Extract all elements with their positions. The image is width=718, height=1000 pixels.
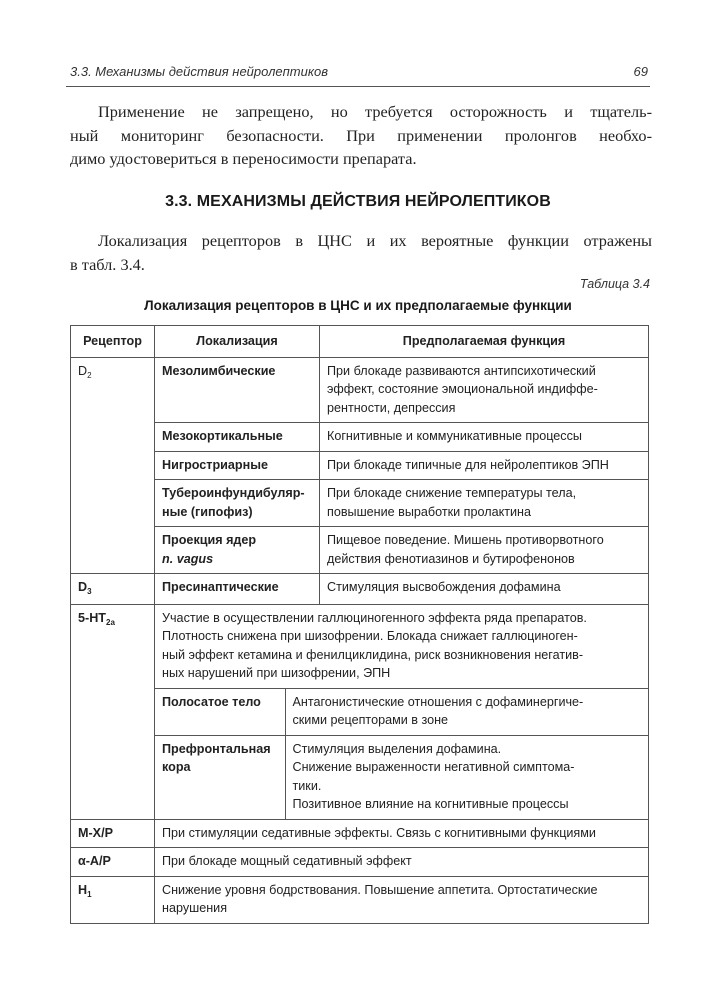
localization-cell: Полосатое тело — [155, 689, 285, 736]
text-line: димо удостовериться в переносимости препарата. — [70, 149, 417, 168]
localization-cell: Префронтальная кора — [155, 735, 285, 819]
header-function: Предполагаемая функция — [320, 326, 649, 358]
ht2a-general-text: Участие в осуществлении галлюциногенного эффекта ряда препаратов. Плотность снижена при шизофрении. Блокада снижает галлюциноген- ный эффект кетамина и фенилциклидина, риск возникновения негатив- ных нарушений при шизофрении, ЭПН — [155, 605, 648, 689]
section-heading: 3.3. МЕХАНИЗМЫ ДЕЙСТВИЯ НЕЙРОЛЕПТИКОВ — [165, 193, 551, 210]
table-caption: Локализация рецепторов в ЦНС и их предполагаемые функции — [144, 298, 572, 313]
table-row — [71, 819, 649, 848]
table-row — [71, 423, 649, 452]
localization-cell: Мезокортикальные — [155, 423, 320, 452]
receptor-cell-h1: $H_1$ — [71, 876, 155, 923]
function-cell: Когнитивные и коммуникативные процессы — [320, 423, 649, 452]
table-row — [71, 848, 649, 877]
function-cell: При стимуляции седативные эффекты. Связь с когнитивными функциями — [155, 819, 649, 848]
header-receptor: Рецептор — [71, 326, 155, 358]
localization-cell: Проекция ядер n. vagus — [155, 527, 320, 574]
receptor-table — [70, 325, 649, 924]
header-localization: Локализация — [155, 326, 320, 358]
lead-paragraph — [70, 229, 652, 276]
text-line: Локализация рецепторов в ЦНС и их вероятные функции отражены — [98, 231, 652, 250]
function-cell: При блокаде снижение температуры тела, повышение выработки пролактина — [320, 480, 649, 527]
function-cell: При блокаде развиваются антипсихотический эффект, состояние эмоциональной индиффе- рентности, депрессия — [320, 357, 649, 423]
table-row — [71, 604, 649, 819]
localization-cell: Тубероинфундибуляр- ные (гипофиз) — [155, 480, 320, 527]
intro-paragraph — [70, 100, 652, 171]
text-line: Применение не запрещено, но требуется осторожность и тщатель- — [98, 102, 652, 121]
function-cell: При блокаде типичные для нейролептиков ЭПН — [320, 451, 649, 480]
table-row — [155, 689, 648, 736]
table-row — [71, 527, 649, 574]
running-head — [66, 64, 650, 84]
table-row — [71, 876, 649, 923]
function-cell: Стимуляция выделения дофамина. Снижение выраженности негативной симптома- тики. Позитивное влияние на когнитивные процессы — [285, 735, 648, 819]
ht2a-subtable — [155, 689, 648, 819]
receptor-cell-d2: $D_2$ — [71, 357, 155, 574]
function-cell: При блокаде мощный седативный эффект — [155, 848, 649, 877]
function-cell: Стимуляция высвобождения дофамина — [320, 574, 649, 605]
receptor-cell-alpha: α-А/Р — [71, 848, 155, 877]
table-row — [71, 357, 649, 423]
localization-cell: Пресинаптические — [155, 574, 320, 605]
table-row — [71, 480, 649, 527]
text-line: ный мониторинг безопасности. При применении пролонгов необхо- — [70, 125, 652, 145]
table-row — [71, 574, 649, 605]
table-row — [71, 451, 649, 480]
function-cell: Антагонистические отношения с дофаминергиче- скими рецепторами в зоне — [285, 689, 648, 736]
table-header-row — [71, 326, 649, 358]
header-rule — [66, 86, 650, 87]
localization-cell: Нигростриарные — [155, 451, 320, 480]
page-number: 69 — [633, 64, 648, 79]
table-row — [155, 735, 648, 819]
localization-cell: Мезолимбические — [155, 357, 320, 423]
receptor-cell-d3: $D_3$ — [71, 574, 155, 605]
function-cell: Снижение уровня бодрствования. Повышение аппетита. Ортостатические нарушения — [155, 876, 649, 923]
table-number-label: Таблица 3.4 — [579, 277, 650, 291]
ht2a-detail-cell — [155, 604, 649, 819]
function-cell: Пищевое поведение. Мишень противорвотного действия фенотиазинов и бутирофенонов — [320, 527, 649, 574]
running-head-title: 3.3. Механизмы действия нейролептиков — [70, 64, 329, 79]
receptor-cell-mxr: М-Х/Р — [71, 819, 155, 848]
receptor-cell-5ht2a: $5-HT_{2a}$ — [71, 604, 155, 819]
text-line: в табл. 3.4. — [70, 254, 145, 274]
